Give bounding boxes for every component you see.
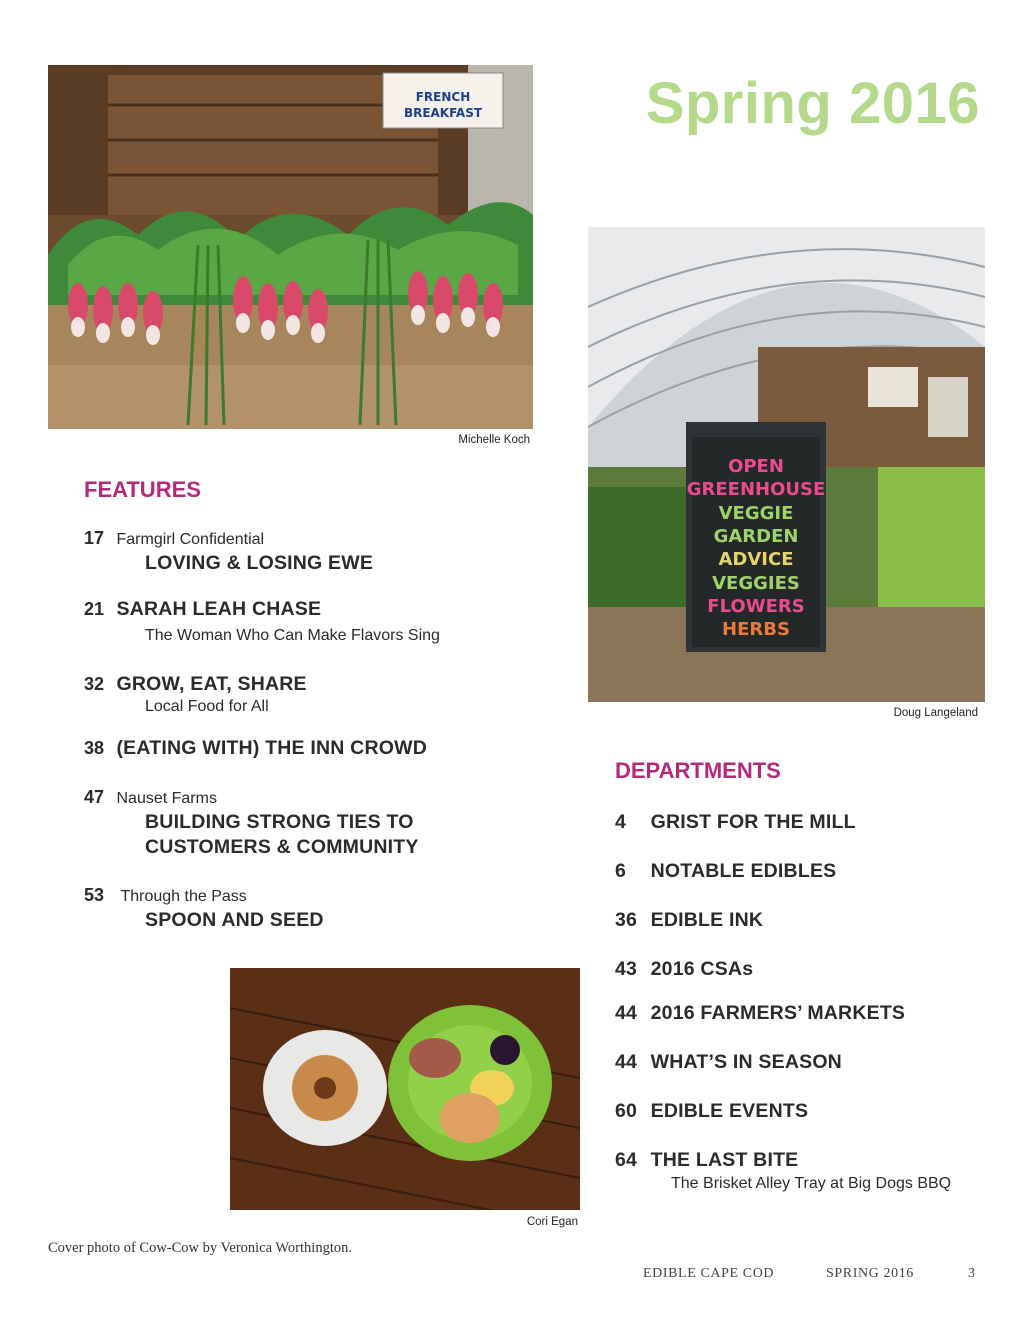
- department-item[interactable]: [615, 860, 836, 883]
- department-item[interactable]: [615, 1100, 808, 1123]
- footer-publication: EDIBLE CAPE COD: [643, 1266, 775, 1281]
- page-number: 64: [615, 1149, 638, 1171]
- department-title: EDIBLE EVENTS: [650, 1100, 809, 1122]
- page-number: 17: [84, 528, 105, 548]
- page-number: 36: [615, 909, 638, 931]
- department-subtitle: The Brisket Alley Tray at Big Dogs BBQ: [671, 1175, 952, 1192]
- feature-item[interactable]: [84, 885, 247, 906]
- page-number: 21: [84, 599, 105, 619]
- svg-text:VEGGIES: VEGGIES: [712, 573, 800, 594]
- page-number: 44: [615, 1051, 638, 1073]
- breakfast-photo: [230, 968, 580, 1210]
- svg-text:FLOWERS: FLOWERS: [707, 596, 805, 617]
- department-title: EDIBLE INK: [650, 909, 764, 931]
- department-title: 2016 FARMERS’ MARKETS: [650, 1002, 906, 1024]
- svg-text:VEGGIE: VEGGIE: [718, 503, 794, 524]
- feature-title: LOVING & LOSING EWE: [145, 552, 374, 574]
- department-item[interactable]: [615, 958, 753, 981]
- feature-title: BUILDING STRONG TIES TO: [145, 811, 414, 833]
- issue-title: Spring 2016: [645, 71, 980, 136]
- features-heading: FEATURES: [84, 477, 201, 502]
- feature-kicker: Through the Pass: [120, 888, 247, 905]
- page-number: 6: [615, 860, 627, 882]
- department-item[interactable]: [615, 811, 856, 834]
- feature-item[interactable]: [84, 528, 264, 549]
- department-title: GRIST FOR THE MILL: [650, 811, 856, 833]
- svg-text:GARDEN: GARDEN: [713, 526, 799, 547]
- feature-subtitle: Local Food for All: [145, 698, 269, 715]
- department-title: THE LAST BITE: [650, 1149, 799, 1171]
- feature-title: CUSTOMERS & COMMUNITY: [145, 836, 419, 858]
- photo-credit-radishes: Michelle Koch: [458, 434, 530, 446]
- svg-text:GREENHOUSE: GREENHOUSE: [686, 479, 826, 500]
- radish-photo: [48, 65, 533, 429]
- svg-text:FRENCH: FRENCH: [415, 90, 471, 104]
- feature-item[interactable]: [84, 598, 321, 621]
- department-item[interactable]: [615, 909, 763, 932]
- department-item[interactable]: [615, 1051, 842, 1074]
- feature-item[interactable]: [84, 737, 427, 760]
- feature-item[interactable]: [84, 787, 217, 808]
- photo-credit-greenhouse: Doug Langeland: [893, 707, 978, 719]
- svg-text:HERBS: HERBS: [722, 619, 790, 640]
- department-item[interactable]: [615, 1002, 905, 1025]
- photo-credit-breakfast: Cori Egan: [526, 1216, 578, 1228]
- department-title: NOTABLE EDIBLES: [650, 860, 837, 882]
- feature-kicker: Nauset Farms: [116, 790, 217, 807]
- feature-title: (EATING WITH) THE INN CROWD: [116, 737, 427, 759]
- page-number: 47: [84, 787, 105, 807]
- svg-text:BREAKFAST: BREAKFAST: [403, 106, 483, 120]
- cover-photo-note: Cover photo of Cow-Cow by Veronica Worthington.: [48, 1240, 352, 1256]
- feature-title: GROW, EAT, SHARE: [116, 673, 307, 695]
- feature-subtitle: The Woman Who Can Make Flavors Sing: [145, 627, 440, 644]
- page-number: 53: [84, 885, 105, 905]
- department-title: WHAT’S IN SEASON: [650, 1051, 842, 1073]
- svg-text:OPEN: OPEN: [728, 456, 784, 477]
- footer-issue: SPRING 2016: [826, 1266, 914, 1281]
- svg-text:ADVICE: ADVICE: [718, 549, 794, 570]
- department-title: 2016 CSAs: [650, 958, 754, 980]
- feature-title: SPOON AND SEED: [145, 909, 324, 931]
- feature-kicker: Farmgirl Confidential: [116, 531, 265, 548]
- page-number: 32: [84, 674, 105, 694]
- page-number: 38: [84, 738, 105, 758]
- greenhouse-photo: [588, 227, 985, 702]
- page-number: 43: [615, 958, 638, 980]
- footer-page-number: 3: [968, 1266, 976, 1281]
- page-number: 4: [615, 811, 627, 833]
- departments-heading: DEPARTMENTS: [615, 758, 781, 783]
- page-number: 44: [615, 1002, 638, 1024]
- feature-item[interactable]: [84, 673, 307, 696]
- feature-title: SARAH LEAH CHASE: [116, 598, 322, 620]
- page-number: 60: [615, 1100, 638, 1122]
- department-item[interactable]: [615, 1149, 798, 1172]
